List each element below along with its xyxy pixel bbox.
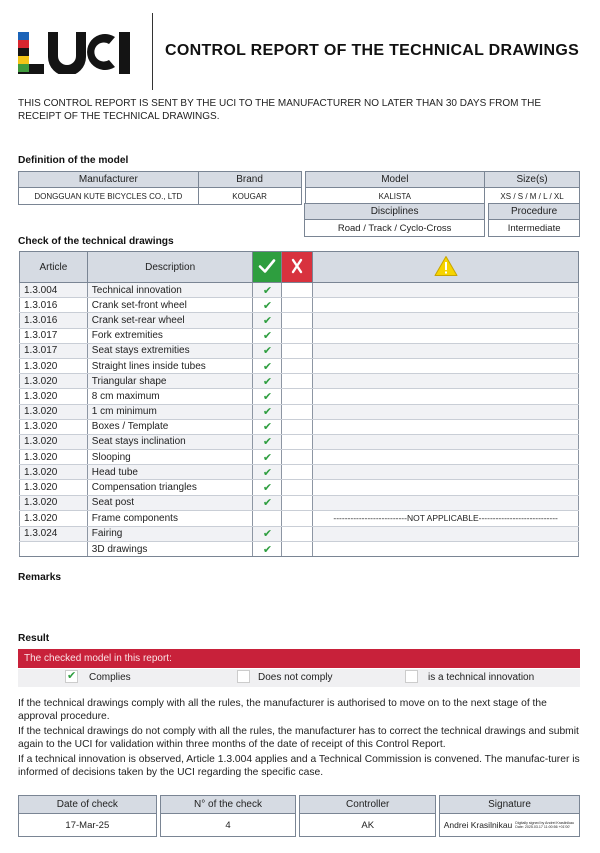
row-check-mark: ✔ [253, 434, 282, 449]
header-signature: Signature [440, 796, 580, 814]
row-warning-cell [313, 343, 579, 358]
row-description: Straight lines inside tubes [87, 358, 253, 373]
row-article: 1.3.020 [20, 450, 88, 465]
paragraph-innovation: If a technical innovation is observed, Article 1.3.004 applies and a Technical Commission is convened. The manufac-turer is informed of decisions taken by the UCI regarding the specific case. [18, 754, 580, 779]
table-row [20, 343, 579, 358]
table-row [20, 358, 579, 373]
row-cross-cell [282, 450, 313, 465]
digital-signature [440, 820, 579, 830]
header-divider [152, 13, 153, 90]
table-row [20, 389, 579, 404]
row-warning-cell [313, 526, 579, 541]
row-description: Seat stays extremities [87, 343, 253, 358]
row-description: Crank set-front wheel [87, 298, 253, 313]
table-row [20, 313, 579, 328]
table-row [20, 374, 579, 389]
row-cross-cell [282, 542, 313, 557]
row-check-mark: ✔ [253, 358, 282, 373]
row-warning-cell [313, 465, 579, 480]
row-check-mark: ✔ [253, 495, 282, 510]
cross-mark-icon [289, 257, 305, 275]
row-check-mark: ✔ [253, 542, 282, 557]
not-comply-checkbox [237, 670, 250, 683]
row-article: 1.3.017 [20, 343, 88, 358]
row-article: 1.3.020 [20, 480, 88, 495]
paragraph-not-comply: If the technical drawings do not comply with all the rules, the manufacturer has to correct the technical drawings and submit again to the UCI for validation within three months of the date of receipt of this Control Report. [18, 726, 579, 751]
row-description: Seat stays inclination [87, 434, 253, 449]
intro-text: THIS CONTROL REPORT IS SENT BY THE UCI TO THE MANUFACTURER NO LATER THAN 30 DAYS FROM THE RECEIPT OF THE TECHNICAL DRAWINGS. [18, 98, 542, 122]
row-warning-cell [313, 450, 579, 465]
row-description: Technical innovation [87, 283, 253, 298]
row-description: 8 cm maximum [87, 389, 253, 404]
check-table [19, 251, 579, 557]
check-number-value: 4 [160, 814, 296, 837]
row-description: Head tube [87, 465, 253, 480]
not-comply-label: Does not comply [258, 672, 333, 683]
header-article: Article [20, 252, 88, 283]
page-title: CONTROL REPORT OF THE TECHNICAL DRAWINGS [165, 42, 580, 59]
row-cross-cell [282, 404, 313, 419]
row-cross-cell [282, 328, 313, 343]
row-description: Compensation triangles [87, 480, 253, 495]
row-cross-cell [282, 465, 313, 480]
uci-logo [18, 30, 132, 74]
row-description: Fork extremities [87, 328, 253, 343]
row-article: 1.3.020 [20, 404, 88, 419]
controller-value: AK [300, 814, 436, 837]
row-article: 1.3.020 [20, 358, 88, 373]
table-row [20, 450, 579, 465]
row-description: Boxes / Template [87, 419, 253, 434]
row-cross-cell [282, 374, 313, 389]
row-warning-cell [313, 542, 579, 557]
row-description: Crank set-rear wheel [87, 313, 253, 328]
row-cross-cell [282, 480, 313, 495]
row-check-mark: ✔ [253, 404, 282, 419]
row-warning-cell [313, 374, 579, 389]
sizes-value: XS / S / M / L / XL [485, 188, 580, 205]
row-description: Seat post [87, 495, 253, 510]
row-article: 1.3.020 [20, 374, 88, 389]
table-row [20, 480, 579, 495]
row-article [20, 542, 88, 557]
row-article: 1.3.020 [20, 495, 88, 510]
table-row [20, 404, 579, 419]
row-description: 3D drawings [87, 542, 253, 557]
disciplines-value: Road / Track / Cyclo-Cross [305, 220, 485, 237]
row-warning-cell [313, 480, 579, 495]
row-warning-cell [313, 389, 579, 404]
section-title-result: Result [18, 633, 50, 644]
row-article: 1.3.020 [20, 434, 88, 449]
row-check-mark: ✔ [253, 480, 282, 495]
row-check-mark: ✔ [253, 419, 282, 434]
header-date: Date of check [19, 796, 157, 814]
header-model: Model [305, 172, 485, 188]
row-check-mark: ✔ [253, 450, 282, 465]
row-article: 1.3.016 [20, 298, 88, 313]
row-article: 1.3.004 [20, 283, 88, 298]
row-cross-cell [282, 389, 313, 404]
section-title-remarks: Remarks [18, 572, 62, 583]
row-warning-cell [313, 358, 579, 373]
header-warning [313, 252, 579, 283]
row-check-mark: ✔ [253, 343, 282, 358]
header-brand: Brand [198, 172, 301, 188]
row-check-mark: ✔ [253, 526, 282, 541]
signature-meta: Digitally signed by Andrei Krasilnikau Date: 2025.03.17 11:00:56 +01'00' [515, 820, 575, 829]
row-article: 1.3.017 [20, 328, 88, 343]
header-compliant [253, 252, 282, 283]
row-article: 1.3.020 [20, 389, 88, 404]
row-cross-cell [282, 358, 313, 373]
header-disciplines: Disciplines [305, 204, 485, 220]
row-description: Triangular shape [87, 374, 253, 389]
model-value: KALISTA [305, 188, 485, 205]
row-check-mark: ✔ [253, 389, 282, 404]
paragraph-comply: If the technical drawings comply with all the rules, the manufacturer is authorised to move on to the next stage of the approval procedure. [18, 698, 547, 723]
row-check-mark: ✔ [253, 465, 282, 480]
row-warning-cell [313, 419, 579, 434]
table-row [20, 526, 579, 541]
report-header [0, 0, 600, 92]
row-warning-cell [313, 404, 579, 419]
row-cross-cell [282, 343, 313, 358]
section-title-model: Definition of the model [18, 155, 129, 166]
check-info-table [18, 795, 580, 837]
row-article: 1.3.016 [20, 313, 88, 328]
row-description: Fairing [87, 526, 253, 541]
check-mark-icon [258, 257, 276, 275]
signature-cell [440, 814, 580, 837]
row-check-mark: ✔ [253, 328, 282, 343]
date-value: 17-Mar-25 [19, 814, 157, 837]
table-row [20, 495, 579, 510]
row-warning-cell [313, 328, 579, 343]
row-article: 1.3.020 [20, 465, 88, 480]
row-cross-cell [282, 313, 313, 328]
row-cross-cell [282, 283, 313, 298]
header-sizes: Size(s) [485, 172, 580, 188]
row-description: Frame components [87, 510, 253, 526]
row-description: Slooping [87, 450, 253, 465]
brand-value: KOUGAR [198, 188, 301, 205]
disciplines-table [304, 203, 580, 237]
row-warning-cell [313, 495, 579, 510]
signature-name: Andrei Krasilnikau [443, 820, 513, 830]
row-not-applicable-note: --------------------------NOT APPLICABLE---------------------------- [313, 510, 579, 526]
complies-label: Complies [89, 672, 131, 683]
header-procedure: Procedure [489, 204, 580, 220]
row-cross-cell [282, 526, 313, 541]
header-check-number: N° of the check [160, 796, 296, 814]
innovation-checkbox [405, 670, 418, 683]
table-row [20, 298, 579, 313]
row-description: 1 cm minimum [87, 404, 253, 419]
result-bar: The checked model in this report: [18, 649, 580, 668]
row-warning-cell [313, 434, 579, 449]
manufacturer-value: DONGGUAN KUTE BICYCLES CO., LTD [19, 188, 199, 205]
row-article: 1.3.020 [20, 419, 88, 434]
row-check-mark: ✔ [253, 313, 282, 328]
row-cross-cell [282, 510, 313, 526]
result-options [18, 669, 580, 687]
header-description: Description [87, 252, 253, 283]
row-article: 1.3.020 [20, 510, 88, 526]
table-row [20, 283, 579, 298]
row-check-mark: ✔ [253, 298, 282, 313]
complies-check-mark: ✔ [67, 670, 77, 682]
row-check-mark [253, 510, 282, 526]
row-check-mark: ✔ [253, 374, 282, 389]
header-non-compliant [282, 252, 313, 283]
row-cross-cell [282, 434, 313, 449]
header-controller: Controller [300, 796, 436, 814]
row-cross-cell [282, 495, 313, 510]
innovation-label: is a technical innovation [428, 672, 535, 683]
row-warning-cell [313, 313, 579, 328]
table-row [20, 465, 579, 480]
table-row [20, 419, 579, 434]
row-cross-cell [282, 419, 313, 434]
header-manufacturer: Manufacturer [19, 172, 199, 188]
complies-checkbox [65, 670, 78, 683]
table-row [20, 328, 579, 343]
table-row [20, 510, 579, 526]
row-check-mark: ✔ [253, 283, 282, 298]
model-table [18, 171, 580, 205]
row-warning-cell [313, 283, 579, 298]
section-title-check: Check of the technical drawings [18, 236, 174, 247]
table-row [20, 434, 579, 449]
table-row [20, 542, 579, 557]
procedure-value: Intermediate [489, 220, 580, 237]
warning-triangle-icon [434, 255, 458, 277]
row-article: 1.3.024 [20, 526, 88, 541]
row-warning-cell [313, 298, 579, 313]
row-cross-cell [282, 298, 313, 313]
